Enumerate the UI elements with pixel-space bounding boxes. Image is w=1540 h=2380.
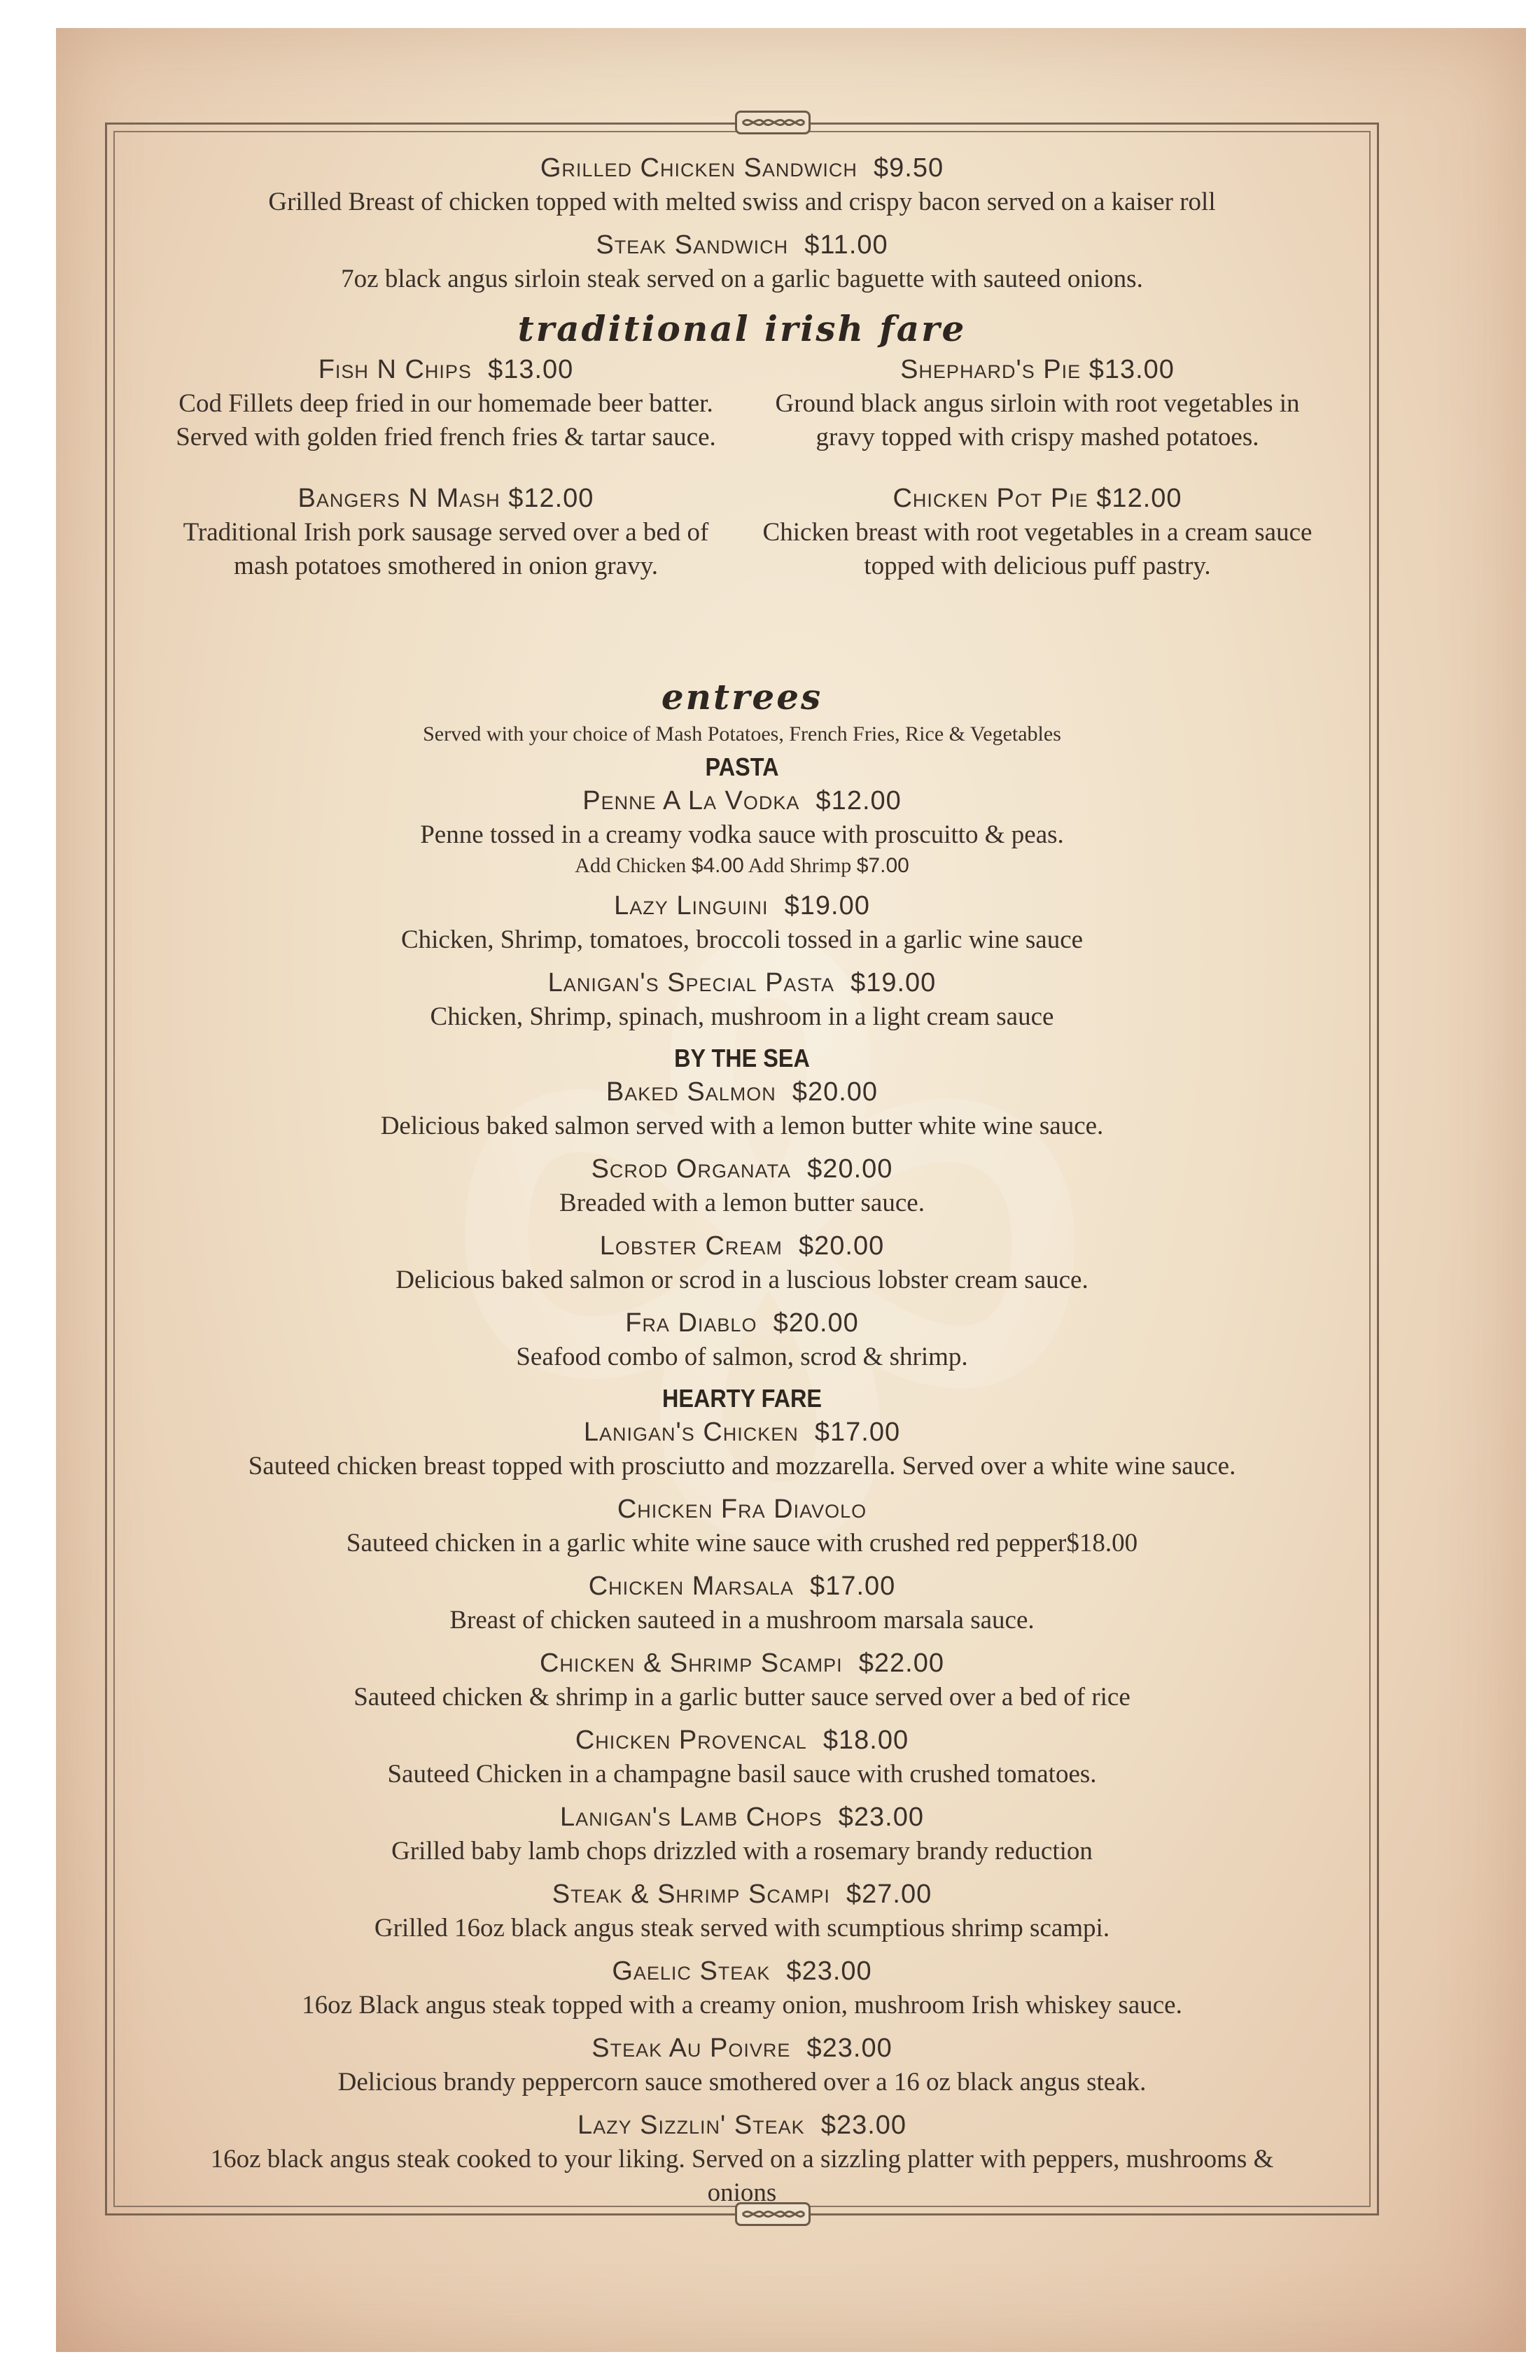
item-price: $20.00	[799, 1231, 885, 1261]
item-description: Chicken breast with root vegetables in a cream sauce topped with delicious puff pastry.	[762, 518, 1312, 580]
section-heading-entrees: entrees	[661, 676, 823, 718]
item-title: Lanigan's Special Pasta	[547, 968, 834, 997]
addon-shrimp-label: Add Shrimp	[748, 854, 852, 877]
item-description: Grilled Breast of chicken topped with melted swiss and crispy bacon served on a kaiser roll	[268, 188, 1216, 216]
item-description: Penne tossed in a creamy vodka sauce with proscuitto & peas.	[420, 820, 1064, 849]
menu-item	[120, 1415, 1364, 1483]
entrees-note: Served with your choice of Mash Potatoes, French Fries, Rice & Vegetables	[423, 722, 1061, 746]
item-title: Gaelic Steak	[612, 1956, 771, 1986]
menu-content	[120, 136, 1364, 2207]
item-price: $12.00	[1096, 484, 1182, 513]
item-price: $18.00	[822, 1726, 909, 1755]
item-price: $12.00	[508, 484, 594, 513]
item-price: $17.00	[810, 1572, 896, 1601]
item-price: $23.00	[786, 1956, 872, 1986]
menu-item	[120, 1723, 1364, 1791]
item-description: Seafood combo of salmon, scrod & shrimp.	[516, 1343, 968, 1371]
subheading-hearty-fare: HEARTY FARE	[662, 1384, 822, 1413]
item-description: Cod Fillets deep fried in our homemade beer batter. Served with golden fried french fries & tartar sauce.	[176, 389, 716, 451]
item-title: Shephard's Pie	[900, 355, 1082, 384]
item-price: $13.00	[1088, 355, 1175, 384]
item-title: Lazy Linguini	[614, 891, 769, 920]
menu-item	[159, 352, 733, 454]
menu-item	[120, 1877, 1364, 1945]
item-description: Breaded with a lemon butter sauce.	[559, 1189, 925, 1217]
item-price: $9.50	[874, 153, 944, 183]
item-title: Lanigan's Lamb Chops	[560, 1802, 822, 1832]
item-title: Steak Au Poivre	[592, 2033, 791, 2063]
addon-shrimp-price: $7.00	[856, 854, 909, 877]
item-price: $23.00	[806, 2033, 892, 2063]
addon-chicken-label: Add Chicken	[575, 854, 687, 877]
item-title: Chicken Marsala	[588, 1572, 794, 1601]
item-description: Ground black angus sirloin with root vegetables in gravy topped with crispy mashed potatoes.	[775, 389, 1300, 451]
item-title: Grilled Chicken Sandwich	[540, 153, 858, 183]
item-description: 16oz black angus steak cooked to your liking. Served on a sizzling platter with peppers, mushrooms & onions	[210, 2145, 1274, 2207]
item-title: Bangers N Mash	[298, 484, 500, 513]
item-title: Lobster Cream	[599, 1231, 783, 1261]
item-title: Chicken Provencal	[575, 1726, 807, 1755]
addon-chicken-price: $4.00	[691, 854, 744, 877]
item-description: Chicken, Shrimp, spinach, mushroom in a light cream sauce	[430, 1002, 1054, 1031]
celtic-knot-top-icon	[735, 111, 811, 134]
item-description: 7oz black angus sirloin steak served on a garlic baguette with sauteed onions.	[341, 265, 1143, 293]
item-title: Steak Sandwich	[596, 230, 789, 260]
item-description: Grilled baby lamb chops drizzled with a rosemary brandy reduction	[391, 1837, 1093, 1865]
item-description: Breast of chicken sauteed in a mushroom marsala sauce.	[449, 1606, 1035, 1634]
item-price: $20.00	[792, 1077, 878, 1107]
item-description: Delicious brandy peppercorn sauce smothered over a 16 oz black angus steak.	[337, 2068, 1147, 2096]
menu-item	[120, 2031, 1364, 2099]
item-description: Sauteed chicken in a garlic white wine sauce with crushed red pepper$18.00	[346, 1529, 1138, 1558]
menu-item	[120, 1569, 1364, 1637]
menu-item	[750, 352, 1324, 454]
item-title: Lazy Sizzlin' Steak	[577, 2110, 805, 2140]
item-description: Delicious baked salmon served with a lemon butter white wine sauce.	[380, 1112, 1104, 1140]
menu-item	[120, 1306, 1364, 1374]
item-description: Delicious baked salmon or scrod in a luscious lobster cream sauce.	[396, 1266, 1088, 1294]
item-price: $23.00	[838, 1802, 924, 1832]
item-title: Chicken Pot Pie	[892, 484, 1088, 513]
item-addons	[120, 852, 1364, 880]
item-description: 16oz Black angus steak topped with a creamy onion, mushroom Irish whiskey sauce.	[302, 1991, 1182, 2019]
item-price: $13.00	[488, 355, 574, 384]
subheading-by-the-sea: BY THE SEA	[674, 1044, 810, 1072]
menu-item	[120, 150, 1364, 219]
item-price: $17.00	[814, 1418, 901, 1447]
menu-item	[120, 1800, 1364, 1868]
menu-item	[750, 481, 1324, 583]
item-title: Steak & Shrimp Scampi	[552, 1879, 830, 1909]
item-description: Sauteed chicken & shrimp in a garlic butter sauce served over a bed of rice	[354, 1683, 1130, 1712]
item-description: Traditional Irish pork sausage served over a bed of mash potatoes smothered in onion gravy.	[183, 518, 709, 580]
item-price: $19.00	[784, 891, 870, 920]
menu-item	[120, 888, 1364, 957]
item-description: Sauteed Chicken in a champagne basil sauce with crushed tomatoes.	[387, 1760, 1097, 1788]
menu-item	[120, 965, 1364, 1034]
item-price: $23.00	[820, 2110, 907, 2140]
item-description: Grilled 16oz black angus steak served with scumptious shrimp scampi.	[374, 1914, 1110, 1942]
item-price: $19.00	[850, 968, 937, 997]
item-title: Chicken & Shrimp Scampi	[539, 1648, 843, 1678]
item-title: Fish N Chips	[318, 355, 472, 384]
subheading-pasta: PASTA	[705, 752, 779, 781]
menu-item	[159, 481, 733, 583]
menu-item	[120, 1074, 1364, 1143]
irish-right-column	[750, 352, 1324, 610]
menu-item	[120, 1228, 1364, 1297]
item-title: Baked Salmon	[606, 1077, 776, 1107]
menu-item	[120, 1492, 1364, 1560]
item-title: Chicken Fra Diavolo	[617, 1494, 867, 1524]
menu-item	[120, 1954, 1364, 2022]
item-title: Fra Diablo	[625, 1308, 757, 1338]
irish-columns	[120, 352, 1364, 667]
menu-item	[120, 227, 1364, 296]
item-price: $20.00	[807, 1154, 893, 1184]
item-price: $11.00	[804, 230, 888, 260]
item-price: $22.00	[858, 1648, 945, 1678]
menu-item	[120, 1646, 1364, 1714]
menu-item	[120, 783, 1364, 880]
item-title: Scrod Organata	[591, 1154, 792, 1184]
item-price: $27.00	[846, 1879, 932, 1909]
item-title: Penne A La Vodka	[582, 786, 800, 816]
section-heading-irish: traditional irish fare	[517, 308, 967, 349]
item-price: $12.00	[816, 786, 902, 816]
item-description: Chicken, Shrimp, tomatoes, broccoli tossed in a garlic wine sauce	[400, 925, 1084, 954]
menu-item	[120, 1152, 1364, 1220]
item-price: $20.00	[773, 1308, 859, 1338]
item-title: Lanigan's Chicken	[583, 1418, 799, 1447]
menu-item	[120, 2108, 1364, 2210]
irish-left-column	[159, 352, 733, 610]
item-description: Sauteed chicken breast topped with prosciutto and mozzarella. Served over a white wine sauce.	[248, 1452, 1236, 1480]
